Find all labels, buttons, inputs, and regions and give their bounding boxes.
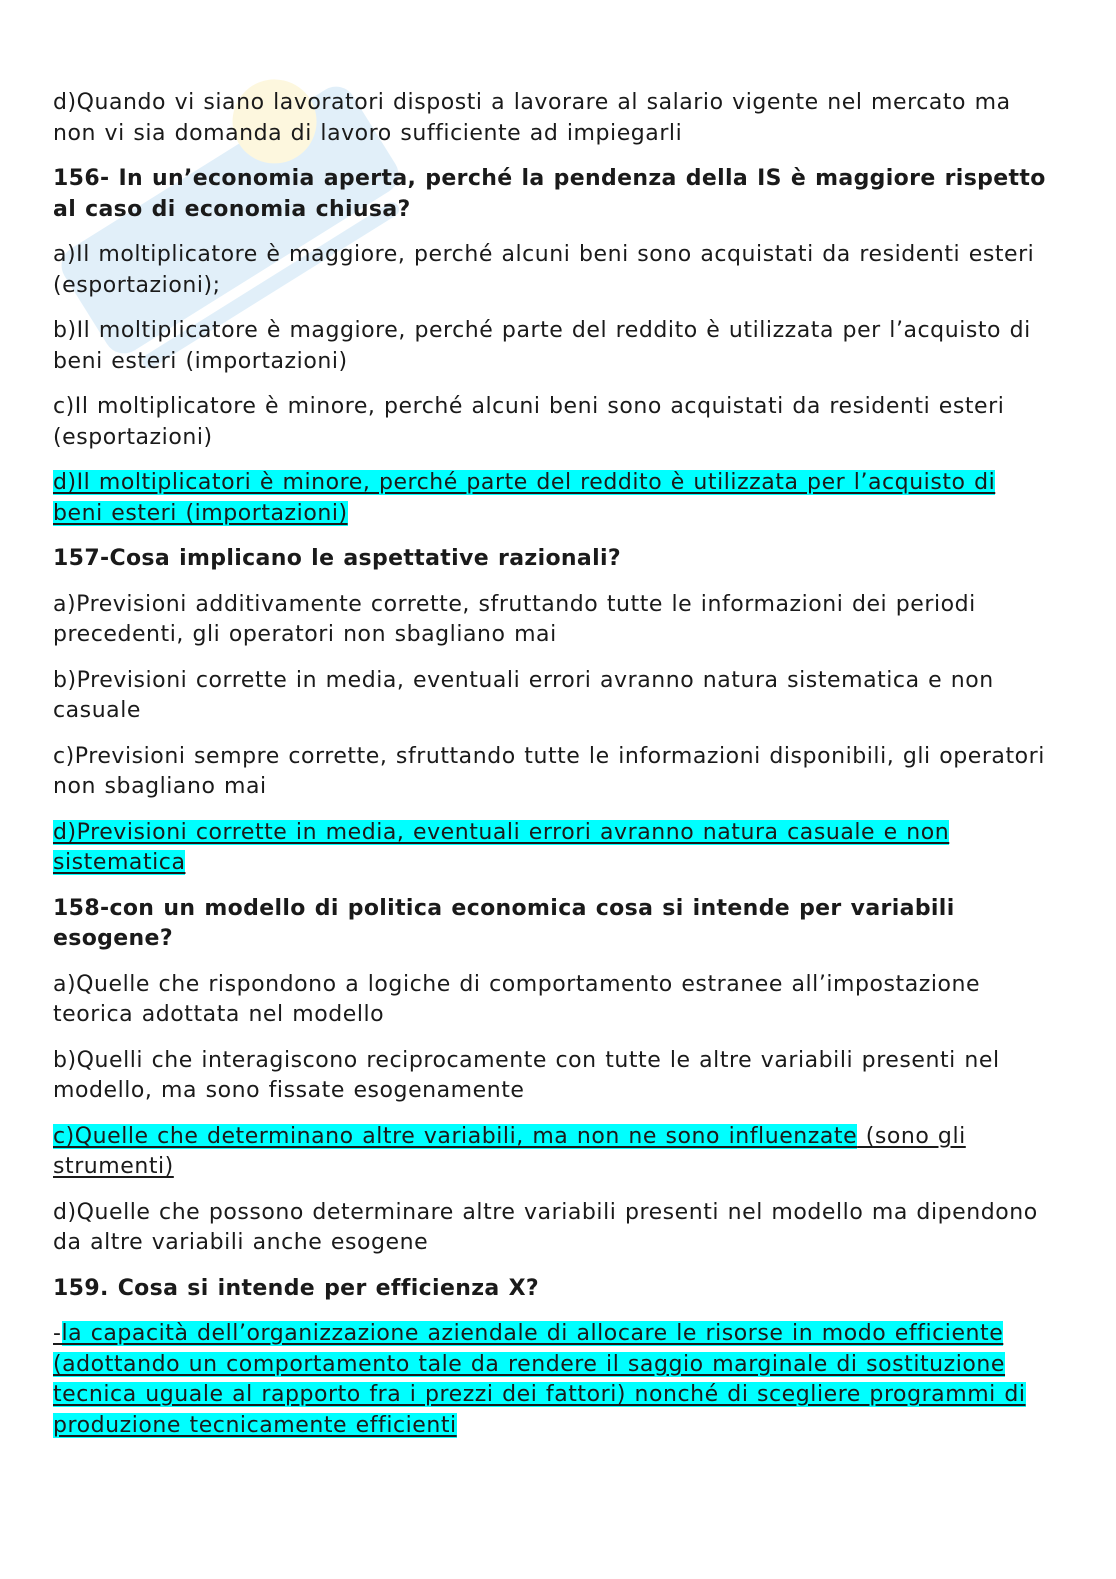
q159-answer bbox=[53, 1319, 1053, 1441]
q157-option-a: a)Previsioni additivamente corrette, sfruttando tutte le informazioni dei periodi precedenti, gli operatori non sbagliano mai bbox=[53, 591, 976, 647]
question-159: 159. Cosa si intende per efficienza X? bbox=[53, 1275, 540, 1301]
intro-answer-d: d)Quando vi siano lavoratori disposti a lavorare al salario vigente nel mercato ma non vi sia domanda di lavoro sufficiente ad impiegarli bbox=[53, 90, 1011, 146]
q156-option-b: b)Il moltiplicatore è maggiore, perché parte del reddito è utilizzata per l’acquisto di beni esteri (importazioni) bbox=[53, 318, 1031, 374]
q158-option-b: b)Quelli che interagiscono reciprocamente con tutte le altre variabili presenti nel modello, ma sono fissate esogenamente bbox=[53, 1047, 1000, 1103]
q159-answer-dash: - bbox=[53, 1321, 62, 1346]
q157-option-d-correct bbox=[53, 818, 1053, 879]
q157-option-c: c)Previsioni sempre corrette, sfruttando tutte le informazioni disponibili, gli operatori non sbagliano mai bbox=[53, 743, 1045, 799]
q156-correct-highlight: d)Il moltiplicatori è minore, perché parte del reddito è utilizzata per l’acquisto di beni esteri (importazioni) bbox=[53, 470, 996, 526]
q158-correct-highlight: c)Quelle che determinano altre variabili, ma non ne sono influenzate bbox=[53, 1123, 858, 1149]
q157-option-b: b)Previsioni corrette in media, eventuali errori avranno natura sistematica e non casuale bbox=[53, 667, 994, 723]
q158-option-c-correct bbox=[53, 1122, 1053, 1183]
q159-answer-highlight: la capacità dell’organizzazione aziendale di allocare le risorse in modo efficiente (adottando un comportamento tale da rendere il saggio marginale di sostituzione tecnica uguale al rapporto fra i prezzi dei fattori) nonché di scegliere programmi di produzione tecnicamente efficienti bbox=[53, 1321, 1026, 1438]
question-158: 158-con un modello di politica economica cosa si intende per variabili esogene? bbox=[53, 895, 955, 951]
q157-correct-highlight: d)Previsioni corrette in media, eventuali errori avranno natura casuale e non sistematica bbox=[53, 819, 950, 875]
question-156: 156- In un’economia aperta, perché la pendenza della IS è maggiore rispetto al caso di economia chiusa? bbox=[53, 166, 1046, 222]
q156-option-c: c)Il moltiplicatore è minore, perché alcuni beni sono acquistati da residenti esteri (esportazioni) bbox=[53, 394, 1005, 450]
q158-option-d: d)Quelle che possono determinare altre variabili presenti nel modello ma dipendono da altre variabili anche esogene bbox=[53, 1199, 1038, 1255]
question-157: 157-Cosa implicano le aspettative razionali? bbox=[53, 546, 622, 571]
q156-option-a: a)Il moltiplicatore è maggiore, perché alcuni beni sono acquistati da residenti esteri (esportazioni); bbox=[53, 242, 1035, 298]
document-page bbox=[53, 88, 1053, 1456]
q156-option-d-correct bbox=[53, 468, 1053, 529]
q158-correct-note: (sono gli strumenti) bbox=[53, 1123, 966, 1179]
q158-option-a: a)Quelle che rispondono a logiche di comportamento estranee all’impostazione teorica adottata nel modello bbox=[53, 971, 981, 1027]
